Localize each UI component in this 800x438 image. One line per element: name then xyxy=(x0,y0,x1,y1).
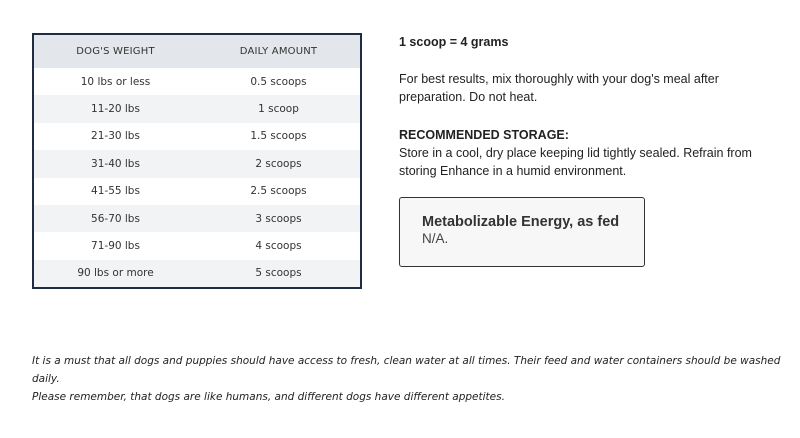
mixing-instructions: For best results, mix thoroughly with your dog's meal after preparation. Do not heat. xyxy=(399,72,719,104)
table-header-row xyxy=(33,34,361,68)
weight-cell: 31-40 lbs xyxy=(33,150,197,177)
note-line-2: Please remember, that dogs are like humans, and different dogs have different appetites. xyxy=(32,391,505,403)
storage-heading: RECOMMENDED STORAGE: xyxy=(399,128,569,142)
amount-cell: 0.5 scoops xyxy=(250,75,307,88)
water-note xyxy=(32,352,782,406)
note-line-1: It is a must that all dogs and puppies should have access to fresh, clean water at all times. Their feed and water containers should be washed daily. xyxy=(32,355,781,385)
feeding-table xyxy=(32,33,362,289)
scoop-measure: 1 scoop = 4 grams xyxy=(399,35,509,49)
amount-cell: 2 scoops xyxy=(197,150,361,177)
table-row xyxy=(33,68,361,95)
column-header-amount: DAILY AMOUNT xyxy=(197,34,361,68)
amount-cell: 1.5 scoops xyxy=(250,130,307,143)
energy-box xyxy=(399,197,645,267)
weight-cell: 71-90 lbs xyxy=(91,240,140,253)
weight-cell: 21-30 lbs xyxy=(91,130,140,143)
weight-cell: 90 lbs or more xyxy=(33,260,197,288)
amount-cell: 1 scoop xyxy=(197,95,361,122)
table-row xyxy=(33,178,361,205)
table-row xyxy=(33,260,361,288)
energy-value: N/A. xyxy=(422,231,449,246)
weight-cell: 56-70 lbs xyxy=(33,205,197,232)
weight-cell: 41-55 lbs xyxy=(91,185,140,198)
table-row xyxy=(33,150,361,177)
table-row xyxy=(33,205,361,232)
weight-cell: 10 lbs or less xyxy=(80,75,151,88)
amount-cell: 3 scoops xyxy=(197,205,361,232)
table-row xyxy=(33,95,361,122)
weight-cell: 11-20 lbs xyxy=(33,95,197,122)
table-row xyxy=(33,232,361,259)
amount-cell: 2.5 scoops xyxy=(250,185,307,198)
column-header-weight: DOG'S WEIGHT xyxy=(33,34,197,68)
table-row xyxy=(33,123,361,150)
amount-cell: 4 scoops xyxy=(255,240,302,253)
amount-cell: 5 scoops xyxy=(197,260,361,288)
storage-text: Store in a cool, dry place keeping lid tightly sealed. Refrain from storing Enhance in a humid environment. xyxy=(399,146,752,178)
energy-title: Metabolizable Energy, as fed xyxy=(422,214,620,230)
